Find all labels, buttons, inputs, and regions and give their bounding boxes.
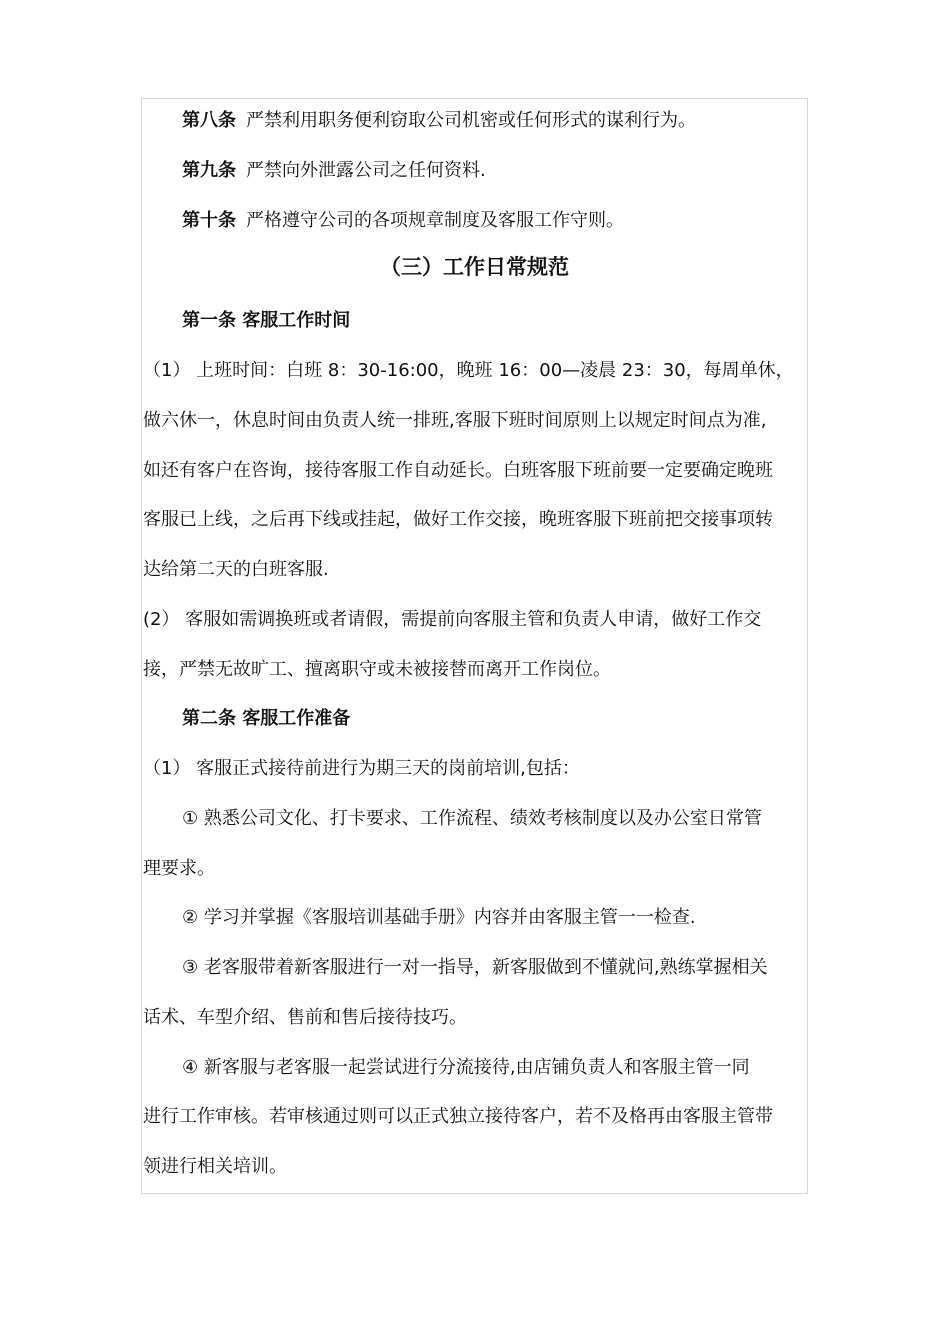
list-item: ① 熟悉公司文化、打卡要求、工作流程、绩效考核制度以及办公室日常管 [182, 808, 762, 829]
article-1-title: 第一条 客服工作时间 [182, 310, 351, 331]
paragraph-line: 客服已上线，之后再下线或挂起，做好工作交接，晚班客服下班前把交接事项转 [143, 509, 773, 530]
list-item-continued: 领进行相关培训。 [143, 1156, 287, 1177]
list-item: ② 学习并掌握《客服培训基础手册》内容并由客服主管一一检查. [182, 907, 696, 928]
article-2-title: 第二条 客服工作准备 [182, 708, 351, 729]
article-text: 严格遵守公司的各项规章制度及客服工作守则。 [246, 210, 624, 231]
article-8 [182, 109, 808, 133]
paragraph-line: 做六休一，休息时间由负责人统一排班,客服下班时间原则上以规定时间点为准, [143, 410, 767, 431]
paragraph-line: 如还有客户在咨询，接待客服工作自动延长。白班客服下班前要一定要确定晚班 [143, 460, 773, 481]
article-10 [182, 209, 808, 233]
list-item: ③ 老客服带着新客服进行一对一指导，新客服做到不懂就问,熟练掌握相关 [182, 957, 768, 978]
paragraph-line: （1） 客服正式接待前进行为期三天的岗前培训,包括： [143, 758, 580, 779]
article-number: 第十条 [182, 210, 236, 231]
article-9 [182, 159, 808, 183]
paragraph-line: 接，严禁无故旷工、擅离职守或未被接替而离开工作岗位。 [143, 659, 611, 680]
list-item: ④ 新客服与老客服一起尝试进行分流接待,由店铺负责人和客服主管一同 [182, 1057, 750, 1078]
article-text: 严禁利用职务便利窃取公司机密或任何形式的谋利行为。 [246, 110, 696, 131]
article-number: 第九条 [182, 160, 236, 181]
paragraph-line: (2） 客服如需调换班或者请假，需提前向客服主管和负责人申请，做好工作交 [143, 609, 762, 630]
article-text: 严禁向外泄露公司之任何资料. [246, 160, 486, 181]
list-item-continued: 进行工作审核。若审核通过则可以正式独立接待客户，若不及格再由客服主管带 [143, 1106, 773, 1127]
list-item-continued: 话术、车型介绍、售前和售后接待技巧。 [143, 1007, 467, 1028]
paragraph-line: 达给第二天的白班客服. [143, 559, 329, 580]
section-title: （三）工作日常规范 [380, 255, 569, 279]
article-number: 第八条 [182, 110, 236, 131]
paragraph-line: （1） 上班时间：白班 8：30-16:00，晚班 16：00—凌晨 23：30，每周单休， [143, 360, 794, 381]
list-item-continued: 理要求。 [143, 858, 215, 879]
